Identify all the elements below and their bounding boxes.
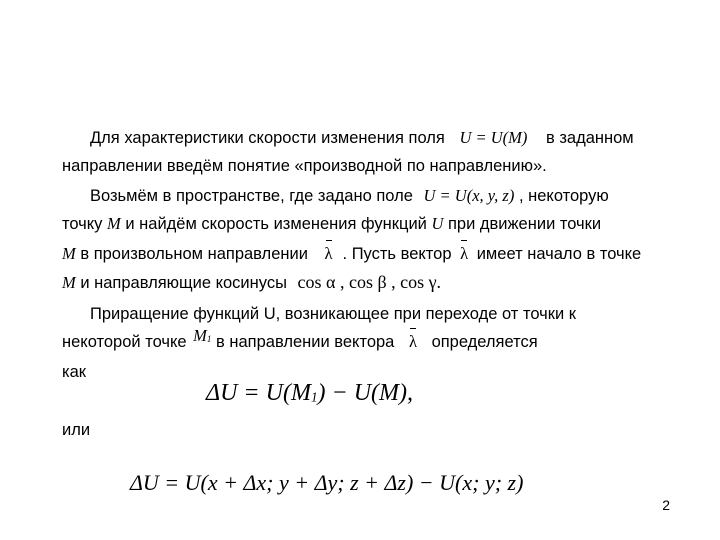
paragraph-text: и найдём скорость изменения функций: [125, 215, 427, 233]
paragraph-text: точку: [62, 215, 103, 233]
paragraph-text: некоторой точке: [62, 333, 187, 351]
paragraph-text: при движении точки: [448, 215, 602, 233]
paragraph-text: в направлении вектора: [216, 333, 395, 351]
paragraph-text: в заданном: [546, 129, 634, 147]
text-line: [62, 244, 641, 264]
vector-lambda: λ: [460, 244, 469, 263]
paragraph-text: . Пусть вектор: [342, 245, 452, 263]
formula-increment-m1: ΔU = U(M1) − U(M),: [206, 380, 414, 406]
paragraph-text: в произвольном направлении: [80, 245, 308, 263]
formula-increment-xyz: ΔU = U(x + Δx; y + Δy; z + Δz) − U(x; y; z): [130, 470, 524, 495]
vector-lambda: λ: [408, 332, 417, 351]
paragraph-text: Приращение функций U, возникающее при переходе от точки к: [90, 305, 576, 323]
paragraph-text: как: [62, 363, 86, 381]
point-m: M: [107, 214, 121, 233]
text-line: [90, 128, 634, 148]
paragraph-text: и направляющие косинусы: [80, 274, 287, 292]
paragraph-text: Возьмём в пространстве, где задано поле: [90, 187, 413, 205]
function-u: U: [431, 214, 444, 233]
page-number: 2: [662, 497, 670, 513]
text-line: [90, 186, 609, 206]
point-m: M: [62, 273, 76, 292]
paragraph-text: направлении введём понятие «производной по направлению».: [62, 157, 547, 175]
paragraph-text: имеет начало в точке: [476, 245, 642, 263]
formula-field-u-of-m: U = U(M): [459, 128, 528, 147]
text-line: [62, 214, 601, 234]
word-or: или: [62, 421, 91, 439]
paragraph-text: Для характеристики скорости изменения поля: [90, 129, 445, 147]
text-line: [62, 272, 441, 293]
paragraph-text: , некоторую: [518, 187, 609, 205]
point-m1: M1: [193, 326, 212, 345]
vector-lambda: λ: [324, 244, 333, 263]
paragraph-text: определяется: [431, 333, 538, 351]
formula-field-u-of-xyz: U = U(x, y, z): [423, 186, 515, 205]
text-line: [62, 326, 538, 355]
direction-cosines: cos α , cos β , cos γ.: [297, 272, 442, 292]
point-m: M: [62, 244, 76, 263]
